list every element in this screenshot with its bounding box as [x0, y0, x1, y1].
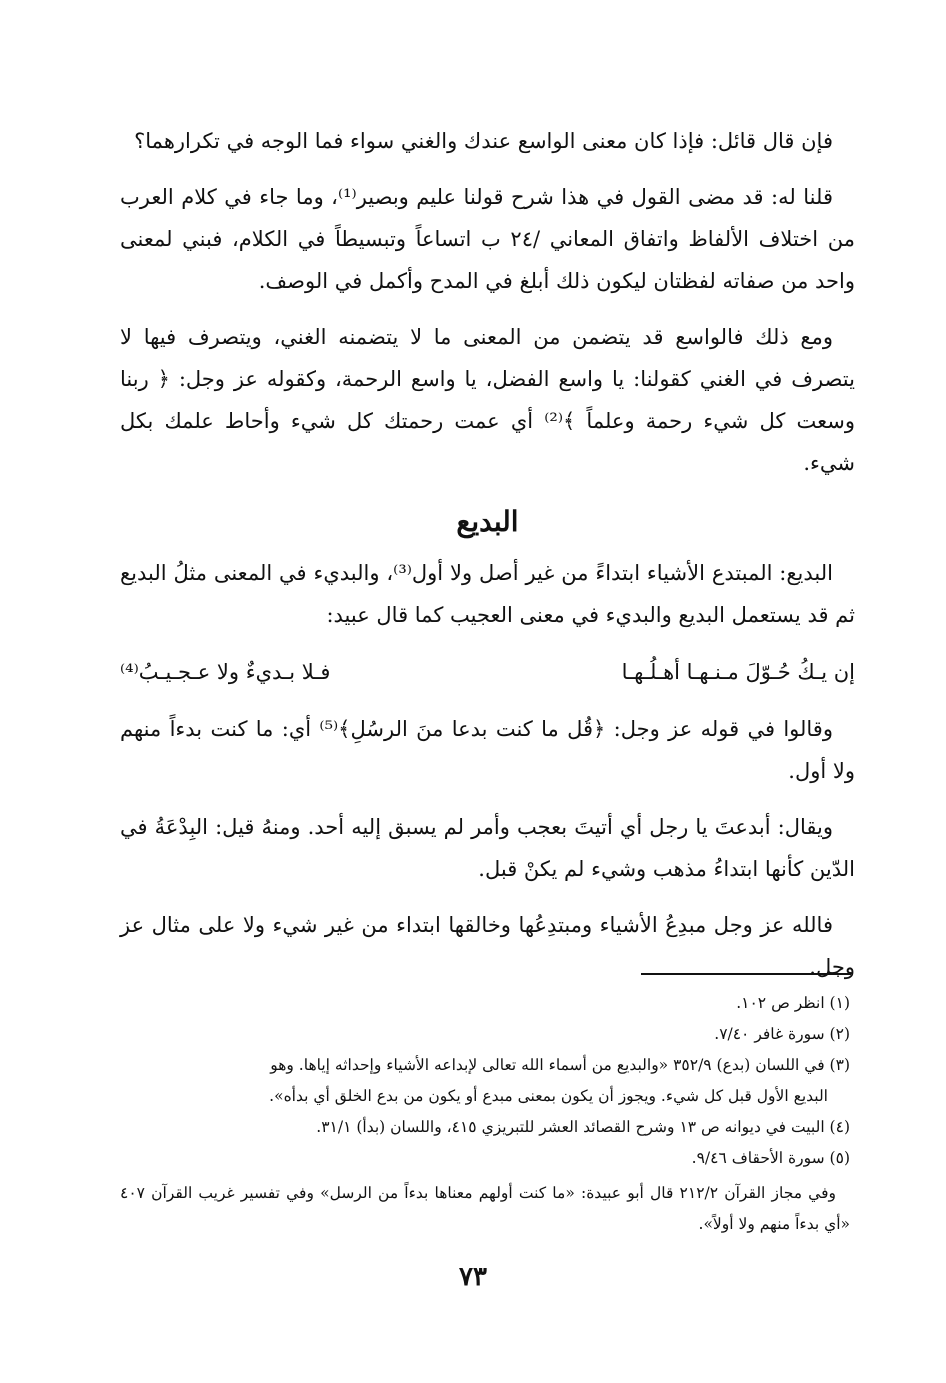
- page-number: ٧٣: [459, 1262, 487, 1292]
- paragraph-wasi: ومع ذلك فالواسع قد يتضمن من المعنى ما لا يتضمنه الغني، ويتصرف فيها لا يتصرف في الغني كقولنا: يا واسع الفضل، يا واسع الرحمة، وكقوله عز وجل: ﴿ ربنا وسعت كل شيء رحمة وعلماً ﴾⁽²⁾ أي عمت رحمتك كل شيء وأحاط علمك بكل شيء.: [120, 325, 855, 475]
- footnote-3: (٣) في اللسان (بدع) ٣٥٢/٩ «والبديع من أسماء الله تعالى لإبداعه الأشياء وإحداثه إياها. وهو: [270, 1056, 850, 1074]
- footnote-1: (١) انظر ص ١٠٢.: [736, 994, 850, 1012]
- paragraph-bidah: ويقال: أبدعتَ يا رجل أي أتيتَ بعجب وأمر لم يسبق إليه أحد. ومنهُ قيل: البِدْعَةُ في الدّين كأنها ابتداءُ مذهب وشيء لم يكنْ قبل.: [120, 815, 855, 881]
- main-text: [120, 120, 855, 1002]
- verse-first-hemistich: إن يـكُ حُـوّلَ مـنـهـا أهـلُـهـا: [621, 660, 855, 684]
- verse-second-hemistich: فـلا بـديءٌ ولا عـجـيـبُ⁽⁴⁾: [120, 660, 331, 684]
- paragraph-question: فإن قال قائل: فإذا كان معنى الواسع عندك والغني سواء فما الوجه في تكرارهما؟: [134, 129, 833, 153]
- footnote-5-extra: وفي مجاز القرآن ٢١٢/٢ قال أبو عبيدة: «ما كنت أولهم معناها بدءاً من الرسل» وفي تفسير غريب القرآن ٤٠٧ «أي بدءاً منهم ولا أولاً».: [120, 1184, 850, 1233]
- footnote-3-continued: البديع الأول قبل كل شيء. ويجوز أن يكون بمعنى مبدع أو يكون من بدع الخلق أي بدأه».: [269, 1087, 828, 1105]
- paragraph-answer: قلنا له: قد مضى القول في هذا شرح قولنا عليم وبصير⁽¹⁾، وما جاء في كلام العرب من اختلاف الألفاظ واتفاق المعاني /٢٤ ب اتساعاً وتبسيطاً في الكلام، فبني لمعنى واحد من صفاته لفظتان ليكون ذلك أبلغ في المدح وأكمل في الوصف.: [120, 185, 855, 293]
- footnotes: [120, 988, 850, 1240]
- footnote-separator: [641, 973, 851, 975]
- footnote-2: (٢) سورة غافر ٧/٤٠.: [714, 1025, 850, 1043]
- paragraph-badi: البديع: المبتدع الأشياء ابتداءً من غير أصل ولا أول⁽³⁾، والبديء في المعنى مثلُ البديع ثم قد يستعمل البديع والبديء في معنى العجيب كما قال عبيد:: [120, 561, 855, 627]
- section-heading: البديع: [456, 505, 519, 538]
- footnote-5: (٥) سورة الأحقاف ٩/٤٦.: [691, 1149, 850, 1167]
- paragraph-quran: وقالوا في قوله عز وجل: ﴿قُل ما كنت بدعا منَ الرسُلِ﴾⁽⁵⁾ أي: ما كنت بدءاً منهم ولا أول.: [120, 717, 855, 783]
- footnote-4: (٤) البيت في ديوانه ص ١٣ وشرح القصائد العشر للتبريزي ٤١٥، واللسان (بدأ) ٣١/١.: [316, 1118, 850, 1136]
- paragraph-mubdi: فالله عز وجل مبدِعُ الأشياء ومبتدِعُها وخالقها ابتداء من غير شيء ولا على مثال عز وجل.: [120, 913, 855, 979]
- poetry-verse: [120, 650, 855, 694]
